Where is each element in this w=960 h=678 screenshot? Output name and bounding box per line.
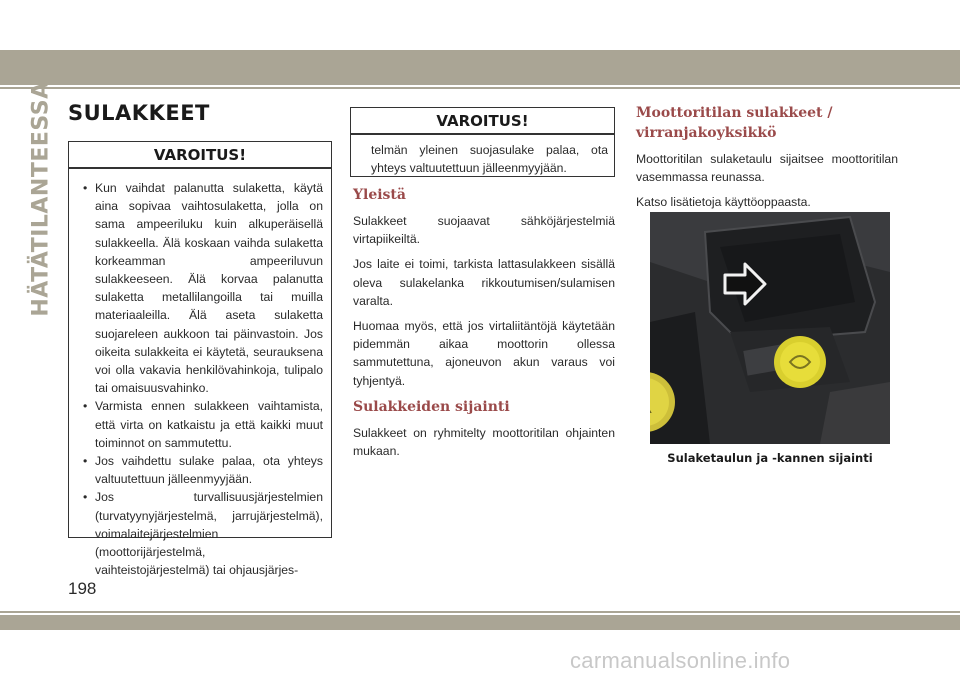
warning-box-2 — [350, 107, 615, 177]
warning-heading: VAROITUS! — [351, 108, 614, 135]
warning-item: • Jos turvallisuusjärjestelmien (turvatyynyjärjestelmä, jarrujärjestelmä), voimalaitejärjestelmien (moottorijärjestelmä, vaihteistojärjestelmä) tai ohjausjärjes- — [83, 488, 323, 579]
engine-photo-illustration — [650, 212, 890, 444]
side-tab-label: HÄTÄTILANTEESSA — [28, 81, 54, 317]
section-heading-moottoritila: Moottoritilan sulakkeet / virranjakoyksikkö — [636, 105, 833, 141]
warning-list — [69, 169, 331, 579]
side-tab — [26, 81, 56, 317]
warning-item: • Jos vaihdettu sulake palaa, ota yhteys valtuutettuun jälleenmyyjään. — [83, 452, 323, 488]
figure-caption: Sulaketaulun ja -kannen sijainti — [667, 451, 873, 465]
bottom-band — [0, 615, 960, 630]
bottom-band-line — [0, 611, 960, 613]
column-right — [636, 103, 898, 219]
warning-box-1 — [68, 141, 332, 578]
section-heading-yleista: Yleistä — [353, 187, 406, 203]
paragraph: Huomaa myös, että jos virtaliitäntöjä käytetään pidemmän aikaa moottorin ollessa sammutettuna, ajoneuvon akun varaus voi tyhjentyä. — [353, 319, 615, 388]
warning-item: • Kun vaihdat palanutta sulaketta, käytä aina sopivaa vaihtosulaketta, jolla on sama ampeeriluku kuin alkuperäisellä sulakkeella. Älä koskaan vaihda sulaketta korkeamman ampeeriluvun sulakkeeseen. Älä korvaa palanutta sulaketta metallilangoilla tai muilla materiaaleilla. Älä aseta sulaketta suojareleen aukkoon tai päinvastoin. Jos oikeita sulakkeita ei käytetä, seurauksena voi olla vakavia henkilövahinkoja, tulipalo tai omaisuusvahinko. — [83, 179, 323, 397]
warning-item: • Varmista ennen sulakkeen vaihtamista, että virta on katkaistu ja että kaikki muut toiminnot on sammutettu. — [83, 397, 323, 452]
top-band-line — [0, 87, 960, 89]
section-heading-sijainti: Sulakkeiden sijainti — [353, 398, 510, 415]
warning-continued-text: telmän yleinen suojasulake palaa, ota yhteys valtuutettuun jälleenmyyjään. — [371, 143, 608, 176]
paragraph: Katso lisätietoja käyttöoppaasta. — [636, 195, 811, 210]
paragraph: Jos laite ei toimi, tarkista lattasulakkeen sisällä oleva sulakelanka rikkoutumisen/sulamisen varalta. — [353, 257, 615, 308]
page-number: 198 — [68, 579, 97, 598]
watermark: carmanualsonline.info — [570, 648, 791, 673]
top-band — [0, 50, 960, 85]
column-middle — [353, 183, 615, 467]
page-title: SULAKKEET — [68, 101, 210, 125]
paragraph: Sulakkeet suojaavat sähköjärjestelmiä virtapiikeiltä. — [353, 214, 615, 247]
warning-heading: VAROITUS! — [69, 142, 331, 169]
paragraph: Sulakkeet on ryhmitelty moottoritilan ohjainten mukaan. — [353, 425, 615, 459]
engine-compartment-photo — [650, 212, 890, 444]
paragraph: Moottoritilan sulaketaulu sijaitsee moottoritilan vasemmassa reunassa. — [636, 152, 898, 185]
